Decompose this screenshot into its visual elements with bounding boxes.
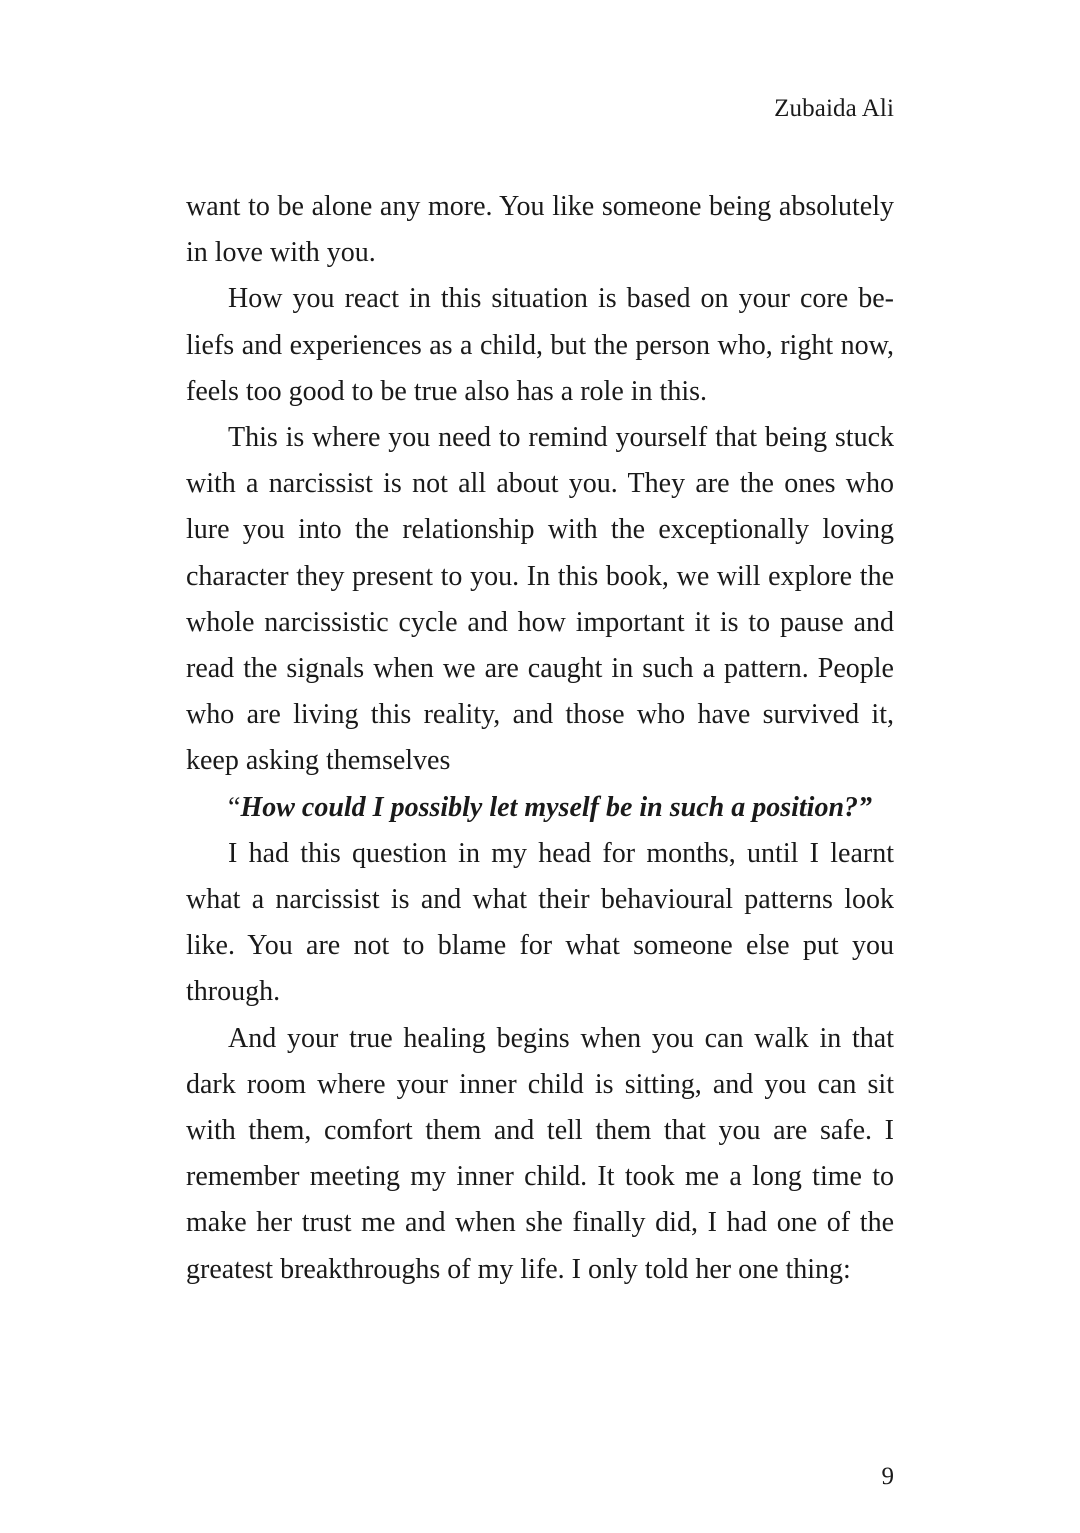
body-text	[186, 184, 894, 1293]
quote-text: How could I possibly let myself be in such a position?”	[240, 791, 873, 823]
paragraph-1: want to be alone any more. You like someone being absolutely in love with you.	[186, 191, 894, 269]
page-number: 9	[881, 1463, 894, 1490]
block-quote	[186, 785, 894, 831]
paragraph-5: And your true healing begins when you can walk in that dark room where your inner child is sitting, and you can sit with them, comfort them and tell them that you are safe. I remember meeting my inner child. It took me a long time to make her trust me and when she finally did, I had one of the greatest breakthroughs of my life. I only told her one thing:	[186, 1022, 894, 1285]
running-head-author: Zubaida Ali	[774, 95, 894, 122]
paragraph-4: I had this question in my head for months, until I learnt what a narcissist is and what their behavioural patterns look like. You are not to blame for what someone else put you through.	[186, 837, 894, 1008]
paragraph-3: This is where you need to remind yourself that being stuck with a narcissist is not all about you. They are the ones who lure you into the relationship with the exceptionally loving character they present to you. In this book, we will explore the whole narcissistic cycle and how important it is to pause and read the signals when we are caught in such a pattern. People who are living this reality, and those who have survived it, keep asking themselves	[186, 422, 894, 777]
quote-open-mark: “	[228, 791, 241, 823]
paragraph-2: How you react in this situation is based on your core beliefs and experiences as a child, but the person who, right now, feels too good to be true also has a role in this.	[186, 283, 894, 407]
